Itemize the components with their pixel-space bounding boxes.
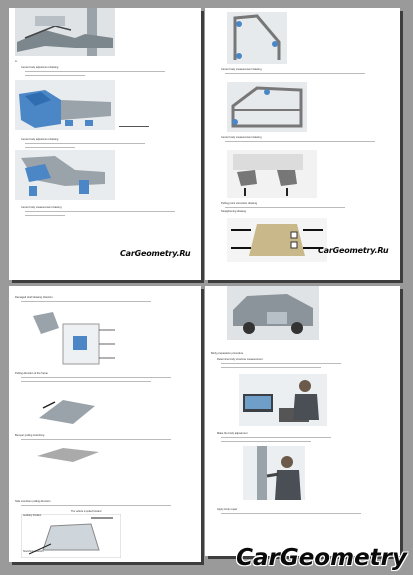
page1-item-b: Center body adjustment drawing xyxy=(21,138,59,141)
manual-page-3 xyxy=(9,286,201,562)
chassis-frame-figure xyxy=(15,8,115,56)
manual-page-4 xyxy=(205,286,400,556)
watermark-page1: CarGeometry.Ru xyxy=(120,249,191,258)
manual-page-1 xyxy=(9,8,201,280)
page4-item-b: Make the body adjustment xyxy=(217,432,248,435)
car-on-lift-figure xyxy=(227,286,319,340)
bumper-figure xyxy=(33,444,103,464)
door-frame-figure xyxy=(227,82,307,132)
page4-item-a: Determine body structure measurement xyxy=(217,358,263,361)
page3-item-d: Side members pulling direction xyxy=(15,500,51,503)
frame-pull-figure xyxy=(33,388,103,428)
technician-lift-figure xyxy=(243,446,305,500)
watermark-page2: CarGeometry.Ru xyxy=(318,246,389,255)
straightening-figure xyxy=(227,218,327,262)
beam-figure xyxy=(29,308,119,368)
page3-item-a: Damaged shell drawing direction xyxy=(15,296,53,299)
stretching-direction-label: Stretching direction xyxy=(23,550,44,553)
front-structure-figure xyxy=(15,80,115,130)
rear-structure-figure xyxy=(15,150,115,200)
page2-item-a: Center body measurement drawing xyxy=(221,68,262,71)
page3-item-b: Pulling direction of the frame xyxy=(15,372,48,375)
page1-item-c: Center body measurement drawing xyxy=(21,206,62,209)
page2-item-d: Straightening drawing xyxy=(221,210,247,213)
vehicle-pulled-label: The vehicle is pulled forward xyxy=(71,510,102,513)
auxiliary-position-label: Auxiliary Position xyxy=(23,514,42,517)
pulling-figure xyxy=(227,150,317,198)
pillar-figure xyxy=(227,12,287,64)
watermark-large: CarGeometry xyxy=(236,545,407,571)
manual-page-2 xyxy=(205,8,400,280)
page2-item-b: Center body measurement drawing xyxy=(221,136,262,139)
page1-item-a: Center body adjustment drawing xyxy=(21,66,59,69)
page2-item-c: Pulling point correction drawing xyxy=(221,202,258,205)
page1-step-label: A. xyxy=(15,60,18,63)
page4-heading: Body preparation procedure xyxy=(211,352,244,355)
page4-item-c: Apply body repair xyxy=(217,508,238,511)
page3-item-c: Bumper pulling stretching xyxy=(15,434,45,437)
technician-laptop-figure xyxy=(239,374,327,426)
